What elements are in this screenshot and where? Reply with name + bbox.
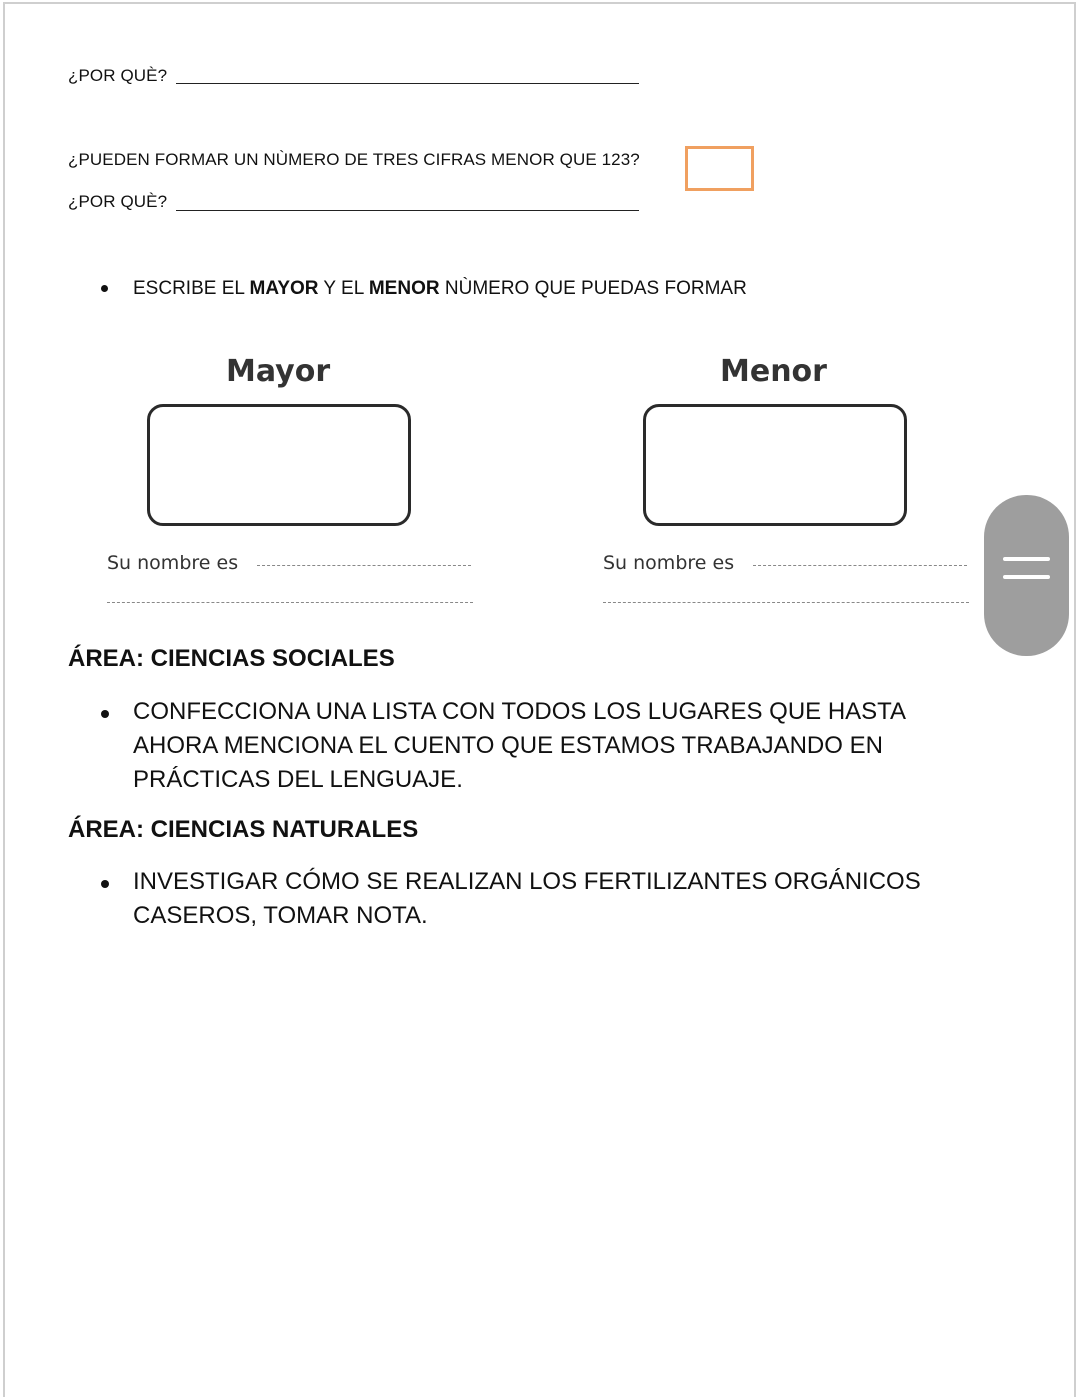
why-label-2: ¿POR QUÈ?: [68, 192, 168, 211]
naturales-heading: ÁREA: CIENCIAS NATURALES: [68, 816, 419, 843]
scroll-handle[interactable]: [984, 495, 1069, 656]
bullet-icon: [101, 880, 109, 888]
instruction-text: ESCRIBE EL MAYOR Y EL MENOR NÙMERO QUE PUEDAS FORMAR: [133, 278, 747, 299]
mayor-name-line: [257, 565, 471, 566]
bullet-icon: [101, 710, 109, 718]
answer-box: [685, 146, 754, 191]
mayor-title: Mayor: [226, 354, 331, 389]
menor-title: Menor: [720, 354, 827, 389]
mayor-name-label: Su nombre es: [107, 552, 239, 574]
sociales-heading: ÁREA: CIENCIAS SOCIALES: [68, 645, 395, 672]
menor-name-label: Su nombre es: [603, 552, 735, 574]
menor-name-line-2: [603, 602, 969, 603]
answer-line-1: [176, 83, 639, 84]
sociales-item: CONFECCIONA UNA LISTA CON TODOS LOS LUGARES QUE HASTA AHORA MENCIONA EL CUENTO QUE ESTAMOS TRABAJANDO EN PRÁCTICAS DEL LENGUAJE.: [133, 698, 905, 793]
answer-line-2: [176, 210, 639, 211]
mayor-box: [147, 404, 411, 526]
bullet-icon: [101, 285, 108, 292]
question-text: ¿PUEDEN FORMAR UN NÙMERO DE TRES CIFRAS MENOR QUE 123?: [68, 150, 640, 169]
mayor-name-line-2: [107, 602, 473, 603]
naturales-item: INVESTIGAR CÓMO SE REALIZAN LOS FERTILIZANTES ORGÁNICOS CASEROS, TOMAR NOTA.: [133, 868, 921, 929]
menor-name-line: [753, 565, 967, 566]
why-label-1: ¿POR QUÈ?: [68, 66, 168, 85]
menor-box: [643, 404, 907, 526]
